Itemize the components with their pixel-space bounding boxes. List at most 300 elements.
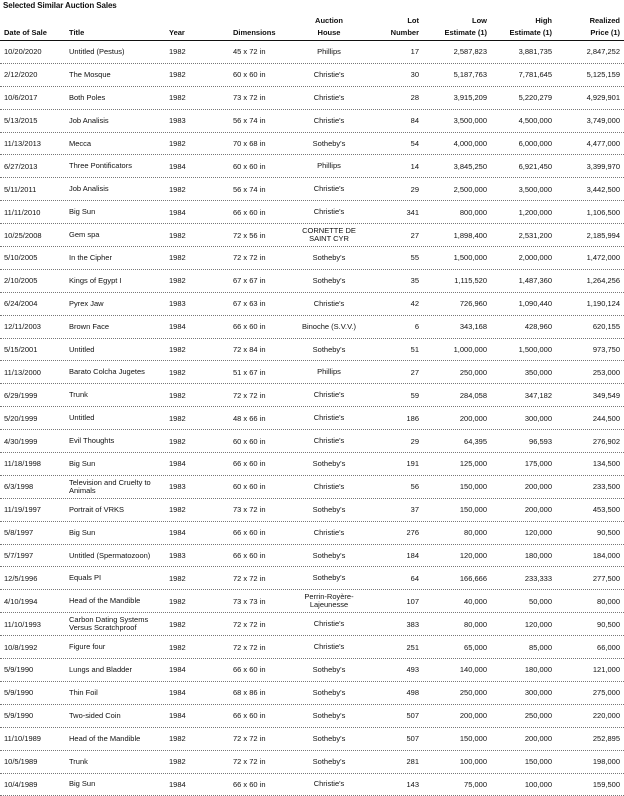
- header-date: Date of Sale: [4, 27, 47, 38]
- cell-lot-number: 251: [372, 636, 419, 658]
- cell-date: 6/24/2004: [4, 293, 64, 315]
- cell-year: 1982: [169, 499, 195, 521]
- cell-high-estimate: 3,500,000: [491, 178, 552, 200]
- cell-lot-number: 143: [372, 774, 419, 796]
- table-row: [0, 567, 624, 590]
- cell-lot-number: 28: [372, 87, 419, 109]
- cell-dimensions: 72 x 72 in: [233, 247, 293, 269]
- cell-title: Big Sun: [69, 201, 169, 223]
- cell-lot-number: 191: [372, 453, 419, 475]
- cell-date: 5/10/2005: [4, 247, 64, 269]
- cell-high-estimate: 1,200,000: [491, 201, 552, 223]
- cell-date: 11/13/2000: [4, 361, 64, 383]
- cell-low-estimate: 64,395: [425, 430, 487, 452]
- cell-realized-price: 349,549: [556, 384, 620, 406]
- cell-low-estimate: 2,587,823: [425, 41, 487, 63]
- cell-dimensions: 60 x 60 in: [233, 155, 293, 177]
- cell-low-estimate: 1,000,000: [425, 339, 487, 361]
- header-year: Year: [169, 27, 185, 38]
- cell-title: Big Sun: [69, 522, 169, 544]
- cell-year: 1982: [169, 224, 195, 246]
- cell-auction-house: Binoche (S.V.V.): [296, 316, 362, 338]
- cell-date: 11/11/2010: [4, 201, 64, 223]
- cell-high-estimate: 7,781,645: [491, 64, 552, 86]
- cell-date: 10/4/1989: [4, 774, 64, 796]
- cell-realized-price: 2,185,994: [556, 224, 620, 246]
- header-high-line1: High: [491, 15, 552, 26]
- cell-auction-house: Sotheby's: [296, 751, 362, 773]
- cell-realized-price: 277,500: [556, 567, 620, 589]
- cell-high-estimate: 6,921,450: [491, 155, 552, 177]
- cell-auction-house: Christie's: [296, 64, 362, 86]
- cell-low-estimate: 40,000: [425, 590, 487, 612]
- table-row: [0, 41, 624, 64]
- cell-auction-house: Christie's: [296, 407, 362, 429]
- cell-year: 1983: [169, 110, 195, 132]
- cell-dimensions: 73 x 72 in: [233, 87, 293, 109]
- cell-year: 1982: [169, 728, 195, 750]
- cell-high-estimate: 300,000: [491, 407, 552, 429]
- cell-year: 1984: [169, 155, 195, 177]
- cell-title: Big Sun: [69, 774, 169, 796]
- cell-auction-house: Christie's: [296, 110, 362, 132]
- cell-low-estimate: 250,000: [425, 361, 487, 383]
- table-row: [0, 155, 624, 178]
- cell-title: Portrait of VRKS: [69, 499, 169, 521]
- cell-high-estimate: 180,000: [491, 545, 552, 567]
- header-house-line1: Auction: [296, 15, 362, 26]
- cell-lot-number: 51: [372, 339, 419, 361]
- cell-date: 11/18/1998: [4, 453, 64, 475]
- cell-lot-number: 107: [372, 590, 419, 612]
- cell-realized-price: 80,000: [556, 590, 620, 612]
- table-row: [0, 316, 624, 339]
- cell-auction-house: CORNETTE DE SAINT CYR: [296, 224, 362, 246]
- cell-high-estimate: 1,090,440: [491, 293, 552, 315]
- cell-realized-price: 220,000: [556, 705, 620, 727]
- cell-title: Barato Colcha Jugetes: [69, 361, 169, 383]
- cell-lot-number: 281: [372, 751, 419, 773]
- sales-table-body: [0, 41, 624, 796]
- cell-low-estimate: 3,845,250: [425, 155, 487, 177]
- cell-auction-house: Sotheby's: [296, 133, 362, 155]
- cell-title: Brown Face: [69, 316, 169, 338]
- cell-title: Untitled: [69, 407, 169, 429]
- cell-auction-house: Sotheby's: [296, 682, 362, 704]
- cell-date: 5/9/1990: [4, 659, 64, 681]
- cell-low-estimate: 2,500,000: [425, 178, 487, 200]
- cell-dimensions: 72 x 72 in: [233, 567, 293, 589]
- cell-title: Head of the Mandible: [69, 728, 169, 750]
- cell-low-estimate: 140,000: [425, 659, 487, 681]
- table-row: [0, 430, 624, 453]
- cell-high-estimate: 2,531,200: [491, 224, 552, 246]
- cell-title: The Mosque: [69, 64, 169, 86]
- cell-dimensions: 72 x 72 in: [233, 613, 293, 635]
- cell-year: 1982: [169, 41, 195, 63]
- cell-auction-house: Christie's: [296, 613, 362, 635]
- cell-year: 1983: [169, 293, 195, 315]
- cell-dimensions: 72 x 84 in: [233, 339, 293, 361]
- cell-dimensions: 73 x 73 in: [233, 590, 293, 612]
- cell-date: 5/7/1997: [4, 545, 64, 567]
- cell-year: 1982: [169, 751, 195, 773]
- cell-lot-number: 37: [372, 499, 419, 521]
- cell-auction-house: Sotheby's: [296, 499, 362, 521]
- cell-realized-price: 3,399,970: [556, 155, 620, 177]
- cell-low-estimate: 726,960: [425, 293, 487, 315]
- cell-title: Pyrex Jaw: [69, 293, 169, 315]
- cell-low-estimate: 343,168: [425, 316, 487, 338]
- cell-auction-house: Christie's: [296, 293, 362, 315]
- cell-auction-house: Sotheby's: [296, 247, 362, 269]
- cell-lot-number: 507: [372, 705, 419, 727]
- cell-date: 10/25/2008: [4, 224, 64, 246]
- cell-lot-number: 27: [372, 224, 419, 246]
- table-row: [0, 751, 624, 774]
- cell-dimensions: 66 x 60 in: [233, 201, 293, 223]
- cell-year: 1982: [169, 567, 195, 589]
- cell-realized-price: 198,000: [556, 751, 620, 773]
- cell-year: 1982: [169, 613, 195, 635]
- cell-auction-house: Sotheby's: [296, 270, 362, 292]
- table-row: [0, 407, 624, 430]
- cell-date: 10/5/1989: [4, 751, 64, 773]
- header-lot-line2: Number: [372, 27, 419, 38]
- cell-year: 1982: [169, 133, 195, 155]
- cell-high-estimate: 120,000: [491, 613, 552, 635]
- cell-dimensions: 73 x 72 in: [233, 499, 293, 521]
- table-row: [0, 247, 624, 270]
- cell-low-estimate: 200,000: [425, 407, 487, 429]
- cell-realized-price: 1,106,500: [556, 201, 620, 223]
- cell-auction-house: Christie's: [296, 522, 362, 544]
- cell-high-estimate: 1,500,000: [491, 339, 552, 361]
- cell-realized-price: 4,477,000: [556, 133, 620, 155]
- cell-realized-price: 973,750: [556, 339, 620, 361]
- cell-realized-price: 3,442,500: [556, 178, 620, 200]
- cell-lot-number: 84: [372, 110, 419, 132]
- cell-realized-price: 1,264,256: [556, 270, 620, 292]
- cell-date: 2/10/2005: [4, 270, 64, 292]
- cell-lot-number: 54: [372, 133, 419, 155]
- cell-year: 1984: [169, 659, 195, 681]
- cell-lot-number: 186: [372, 407, 419, 429]
- cell-auction-house: Sotheby's: [296, 453, 362, 475]
- cell-high-estimate: 6,000,000: [491, 133, 552, 155]
- cell-low-estimate: 250,000: [425, 682, 487, 704]
- header-house-line2: House: [296, 27, 362, 38]
- cell-date: 11/19/1997: [4, 499, 64, 521]
- header-lot-line1: Lot: [372, 15, 419, 26]
- cell-date: 5/9/1990: [4, 682, 64, 704]
- cell-date: 10/6/2017: [4, 87, 64, 109]
- cell-low-estimate: 150,000: [425, 499, 487, 521]
- cell-high-estimate: 2,000,000: [491, 247, 552, 269]
- table-row: [0, 270, 624, 293]
- cell-date: 5/15/2001: [4, 339, 64, 361]
- cell-lot-number: 29: [372, 430, 419, 452]
- cell-year: 1982: [169, 636, 195, 658]
- cell-high-estimate: 100,000: [491, 774, 552, 796]
- header-low-line1: Low: [425, 15, 487, 26]
- cell-date: 10/20/2020: [4, 41, 64, 63]
- cell-date: 5/20/1999: [4, 407, 64, 429]
- cell-lot-number: 276: [372, 522, 419, 544]
- cell-year: 1982: [169, 407, 195, 429]
- cell-auction-house: Sotheby's: [296, 545, 362, 567]
- cell-lot-number: 42: [372, 293, 419, 315]
- cell-dimensions: 60 x 60 in: [233, 476, 293, 498]
- section-title: Selected Similar Auction Sales: [3, 1, 117, 10]
- cell-high-estimate: 3,881,735: [491, 41, 552, 63]
- cell-lot-number: 383: [372, 613, 419, 635]
- cell-date: 12/11/2003: [4, 316, 64, 338]
- cell-high-estimate: 300,000: [491, 682, 552, 704]
- cell-auction-house: Christie's: [296, 87, 362, 109]
- cell-low-estimate: 1,898,400: [425, 224, 487, 246]
- cell-dimensions: 72 x 72 in: [233, 751, 293, 773]
- table-row: [0, 682, 624, 705]
- cell-date: 6/29/1999: [4, 384, 64, 406]
- cell-high-estimate: 200,000: [491, 728, 552, 750]
- cell-lot-number: 27: [372, 361, 419, 383]
- cell-low-estimate: 166,666: [425, 567, 487, 589]
- cell-date: 6/3/1998: [4, 476, 64, 498]
- table-row: [0, 590, 624, 613]
- cell-low-estimate: 200,000: [425, 705, 487, 727]
- cell-high-estimate: 1,487,360: [491, 270, 552, 292]
- cell-low-estimate: 3,915,209: [425, 87, 487, 109]
- cell-lot-number: 29: [372, 178, 419, 200]
- cell-lot-number: 30: [372, 64, 419, 86]
- cell-year: 1982: [169, 590, 195, 612]
- cell-high-estimate: 200,000: [491, 499, 552, 521]
- table-row: [0, 499, 624, 522]
- cell-dimensions: 60 x 60 in: [233, 64, 293, 86]
- cell-auction-house: Christie's: [296, 430, 362, 452]
- cell-dimensions: 66 x 60 in: [233, 316, 293, 338]
- cell-auction-house: Christie's: [296, 774, 362, 796]
- cell-high-estimate: 250,000: [491, 705, 552, 727]
- table-header: [0, 13, 624, 40]
- cell-high-estimate: 428,960: [491, 316, 552, 338]
- cell-date: 11/10/1993: [4, 613, 64, 635]
- cell-year: 1983: [169, 545, 195, 567]
- cell-realized-price: 5,125,159: [556, 64, 620, 86]
- cell-auction-house: Sotheby's: [296, 659, 362, 681]
- table-row: [0, 522, 624, 545]
- cell-lot-number: 184: [372, 545, 419, 567]
- cell-dimensions: 60 x 60 in: [233, 430, 293, 452]
- cell-title: Head of the Mandible: [69, 590, 169, 612]
- cell-realized-price: 3,749,000: [556, 110, 620, 132]
- cell-date: 4/10/1994: [4, 590, 64, 612]
- header-low-line2: Estimate (1): [425, 27, 487, 38]
- cell-date: 12/5/1996: [4, 567, 64, 589]
- cell-lot-number: 17: [372, 41, 419, 63]
- cell-realized-price: 184,000: [556, 545, 620, 567]
- cell-high-estimate: 175,000: [491, 453, 552, 475]
- cell-dimensions: 66 x 60 in: [233, 522, 293, 544]
- table-row: [0, 774, 624, 796]
- cell-realized-price: 121,000: [556, 659, 620, 681]
- cell-year: 1982: [169, 384, 195, 406]
- table-row: [0, 110, 624, 133]
- cell-realized-price: 90,500: [556, 613, 620, 635]
- cell-dimensions: 67 x 67 in: [233, 270, 293, 292]
- cell-auction-house: Christie's: [296, 636, 362, 658]
- table-row: [0, 659, 624, 682]
- table-row: [0, 87, 624, 110]
- cell-low-estimate: 80,000: [425, 522, 487, 544]
- cell-dimensions: 70 x 68 in: [233, 133, 293, 155]
- table-row: [0, 339, 624, 362]
- header-price-line1: Realized: [556, 15, 620, 26]
- cell-title: Trunk: [69, 751, 169, 773]
- cell-high-estimate: 85,000: [491, 636, 552, 658]
- cell-date: 5/9/1990: [4, 705, 64, 727]
- cell-low-estimate: 4,000,000: [425, 133, 487, 155]
- cell-high-estimate: 350,000: [491, 361, 552, 383]
- cell-year: 1982: [169, 247, 195, 269]
- cell-auction-house: Christie's: [296, 201, 362, 223]
- cell-auction-house: Christie's: [296, 384, 362, 406]
- cell-title: Trunk: [69, 384, 169, 406]
- table-row: [0, 293, 624, 316]
- cell-realized-price: 4,929,901: [556, 87, 620, 109]
- cell-auction-house: Perrin-Royère-Lajeunesse: [296, 590, 362, 612]
- cell-title: Mecca: [69, 133, 169, 155]
- cell-date: 4/30/1999: [4, 430, 64, 452]
- cell-title: Television and Cruelty to Animals: [69, 476, 169, 498]
- header-high-line2: Estimate (1): [491, 27, 552, 38]
- cell-title: Untitled (Pestus): [69, 41, 169, 63]
- cell-high-estimate: 233,333: [491, 567, 552, 589]
- table-row: [0, 64, 624, 87]
- cell-low-estimate: 120,000: [425, 545, 487, 567]
- cell-auction-house: Sotheby's: [296, 728, 362, 750]
- cell-dimensions: 72 x 56 in: [233, 224, 293, 246]
- table-row: [0, 728, 624, 751]
- cell-title: Untitled (Spermatozoon): [69, 545, 169, 567]
- cell-date: 5/8/1997: [4, 522, 64, 544]
- cell-lot-number: 55: [372, 247, 419, 269]
- cell-high-estimate: 150,000: [491, 751, 552, 773]
- cell-title: Kings of Egypt I: [69, 270, 169, 292]
- cell-title: Three Pontificators: [69, 155, 169, 177]
- cell-dimensions: 72 x 72 in: [233, 728, 293, 750]
- cell-lot-number: 14: [372, 155, 419, 177]
- cell-lot-number: 341: [372, 201, 419, 223]
- cell-low-estimate: 100,000: [425, 751, 487, 773]
- cell-realized-price: 1,190,124: [556, 293, 620, 315]
- cell-date: 11/13/2013: [4, 133, 64, 155]
- cell-auction-house: Phillips: [296, 155, 362, 177]
- table-row: [0, 178, 624, 201]
- cell-realized-price: 252,895: [556, 728, 620, 750]
- cell-lot-number: 493: [372, 659, 419, 681]
- cell-dimensions: 66 x 60 in: [233, 659, 293, 681]
- cell-high-estimate: 180,000: [491, 659, 552, 681]
- cell-low-estimate: 80,000: [425, 613, 487, 635]
- cell-auction-house: Phillips: [296, 41, 362, 63]
- cell-dimensions: 48 x 66 in: [233, 407, 293, 429]
- cell-high-estimate: 347,182: [491, 384, 552, 406]
- cell-year: 1983: [169, 476, 195, 498]
- table-row: [0, 384, 624, 407]
- cell-low-estimate: 150,000: [425, 476, 487, 498]
- cell-high-estimate: 4,500,000: [491, 110, 552, 132]
- cell-low-estimate: 1,115,520: [425, 270, 487, 292]
- cell-low-estimate: 75,000: [425, 774, 487, 796]
- cell-high-estimate: 96,593: [491, 430, 552, 452]
- cell-title: Equals PI: [69, 567, 169, 589]
- cell-year: 1982: [169, 270, 195, 292]
- cell-dimensions: 66 x 60 in: [233, 453, 293, 475]
- cell-year: 1984: [169, 774, 195, 796]
- cell-year: 1984: [169, 705, 195, 727]
- cell-year: 1984: [169, 453, 195, 475]
- cell-realized-price: 1,472,000: [556, 247, 620, 269]
- cell-lot-number: 35: [372, 270, 419, 292]
- cell-year: 1984: [169, 522, 195, 544]
- cell-title: Gem spa: [69, 224, 169, 246]
- cell-realized-price: 2,847,252: [556, 41, 620, 63]
- cell-realized-price: 134,500: [556, 453, 620, 475]
- cell-auction-house: Sotheby's: [296, 567, 362, 589]
- cell-title: In the Cipher: [69, 247, 169, 269]
- cell-auction-house: Christie's: [296, 178, 362, 200]
- cell-low-estimate: 284,058: [425, 384, 487, 406]
- cell-title: Figure four: [69, 636, 169, 658]
- header-dimensions: Dimensions: [233, 27, 276, 38]
- cell-realized-price: 253,000: [556, 361, 620, 383]
- cell-dimensions: 68 x 86 in: [233, 682, 293, 704]
- cell-year: 1984: [169, 682, 195, 704]
- table-row: [0, 613, 624, 636]
- cell-lot-number: 56: [372, 476, 419, 498]
- cell-realized-price: 453,500: [556, 499, 620, 521]
- cell-low-estimate: 1,500,000: [425, 247, 487, 269]
- cell-year: 1984: [169, 201, 195, 223]
- table-row: [0, 201, 624, 224]
- cell-low-estimate: 3,500,000: [425, 110, 487, 132]
- cell-dimensions: 67 x 63 in: [233, 293, 293, 315]
- cell-year: 1982: [169, 361, 195, 383]
- cell-date: 10/8/1992: [4, 636, 64, 658]
- cell-realized-price: 90,500: [556, 522, 620, 544]
- cell-title: Big Sun: [69, 453, 169, 475]
- cell-title: Job Analisis: [69, 178, 169, 200]
- cell-lot-number: 64: [372, 567, 419, 589]
- cell-dimensions: 56 x 74 in: [233, 178, 293, 200]
- cell-auction-house: Sotheby's: [296, 705, 362, 727]
- header-price-line2: Price (1): [556, 27, 620, 38]
- cell-date: 2/12/2020: [4, 64, 64, 86]
- cell-title: Carbon Dating Systems Versus Scratchproof: [69, 613, 169, 635]
- cell-title: Untitled: [69, 339, 169, 361]
- cell-year: 1984: [169, 316, 195, 338]
- cell-dimensions: 45 x 72 in: [233, 41, 293, 63]
- cell-realized-price: 159,500: [556, 774, 620, 796]
- cell-title: Job Analisis: [69, 110, 169, 132]
- cell-auction-house: Phillips: [296, 361, 362, 383]
- cell-lot-number: 6: [372, 316, 419, 338]
- cell-title: Two-sided Coin: [69, 705, 169, 727]
- cell-low-estimate: 5,187,763: [425, 64, 487, 86]
- cell-low-estimate: 800,000: [425, 201, 487, 223]
